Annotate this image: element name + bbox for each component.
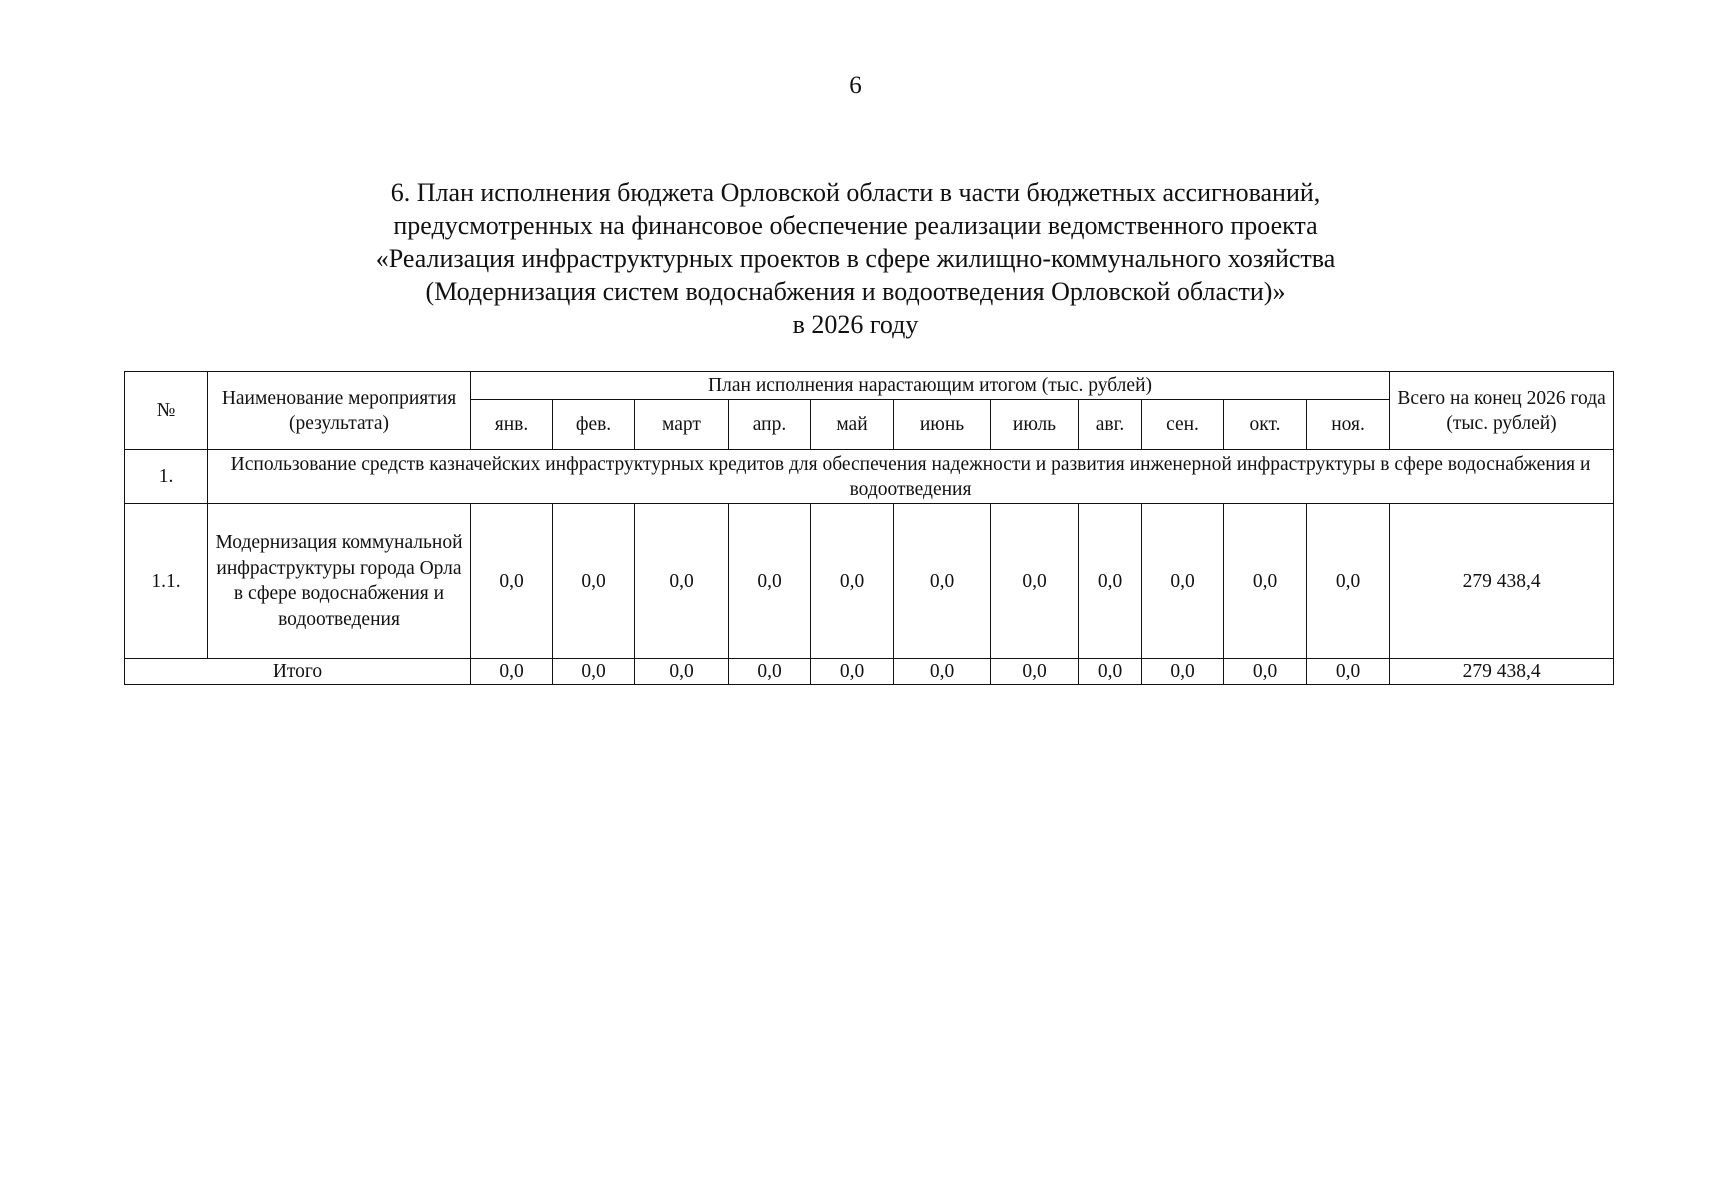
header-plan-group: План исполнения нарастающим итогом (тыс. рублей) xyxy=(471,372,1390,400)
item-value: 0,0 xyxy=(991,504,1079,659)
header-num: № xyxy=(125,372,208,450)
totals-value: 0,0 xyxy=(553,659,635,685)
header-total: Всего на конец 2026 года (тыс. рублей) xyxy=(1390,372,1614,450)
item-num: 1.1. xyxy=(125,504,208,659)
item-value: 0,0 xyxy=(1224,504,1307,659)
header-row xyxy=(125,372,1614,400)
item-value: 0,0 xyxy=(1079,504,1142,659)
section-num: 1. xyxy=(125,450,208,504)
item-total: 279 438,4 xyxy=(1390,504,1614,659)
title-line: 6. План исполнения бюджета Орловской области в части бюджетных ассигнований, xyxy=(390,178,1321,207)
totals-value: 0,0 xyxy=(1224,659,1307,685)
totals-label: Итого xyxy=(125,659,471,685)
header-month: окт. xyxy=(1224,400,1307,450)
document-title xyxy=(200,176,1511,341)
title-line: в 2026 году xyxy=(792,310,919,339)
item-value: 0,0 xyxy=(729,504,811,659)
header-month: ноя. xyxy=(1307,400,1390,450)
totals-row xyxy=(125,659,1614,685)
totals-value: 0,0 xyxy=(1142,659,1224,685)
header-month: авг. xyxy=(1079,400,1142,450)
totals-total: 279 438,4 xyxy=(1390,659,1614,685)
totals-value: 0,0 xyxy=(1079,659,1142,685)
title-line: (Модернизация систем водоснабжения и водоотведения Орловской области)» xyxy=(425,277,1286,306)
table-row xyxy=(125,504,1614,659)
header-month: июль xyxy=(991,400,1079,450)
totals-value: 0,0 xyxy=(729,659,811,685)
item-value: 0,0 xyxy=(553,504,635,659)
title-line: «Реализация инфраструктурных проектов в сфере жилищно-коммунального хозяйства xyxy=(375,244,1336,273)
title-line: предусмотренных на финансовое обеспечение реализации ведомственного проекта xyxy=(393,211,1318,240)
item-value: 0,0 xyxy=(471,504,553,659)
totals-value: 0,0 xyxy=(635,659,729,685)
totals-value: 0,0 xyxy=(811,659,894,685)
totals-value: 0,0 xyxy=(471,659,553,685)
header-month: июнь xyxy=(894,400,991,450)
item-value: 0,0 xyxy=(894,504,991,659)
header-name: Наименование мероприятия (результата) xyxy=(208,372,471,450)
budget-plan-table xyxy=(124,371,1614,685)
section-row xyxy=(125,450,1614,504)
header-month: май xyxy=(811,400,894,450)
totals-value: 0,0 xyxy=(1307,659,1390,685)
item-value: 0,0 xyxy=(811,504,894,659)
totals-value: 0,0 xyxy=(991,659,1079,685)
header-month: март xyxy=(635,400,729,450)
page-number: 6 xyxy=(849,72,862,99)
section-text: Использование средств казначейских инфраструктурных кредитов для обеспечения надежности и развития инженерной инфраструктуры в сфере водоснабжения и водоотведения xyxy=(208,450,1614,504)
totals-value: 0,0 xyxy=(894,659,991,685)
header-month: фев. xyxy=(553,400,635,450)
header-month: апр. xyxy=(729,400,811,450)
header-month: сен. xyxy=(1142,400,1224,450)
item-value: 0,0 xyxy=(1307,504,1390,659)
item-value: 0,0 xyxy=(1142,504,1224,659)
item-value: 0,0 xyxy=(635,504,729,659)
item-name: Модернизация коммунальной инфраструктуры города Орла в сфере водоснабжения и водоотведения xyxy=(208,504,471,659)
header-month: янв. xyxy=(471,400,553,450)
